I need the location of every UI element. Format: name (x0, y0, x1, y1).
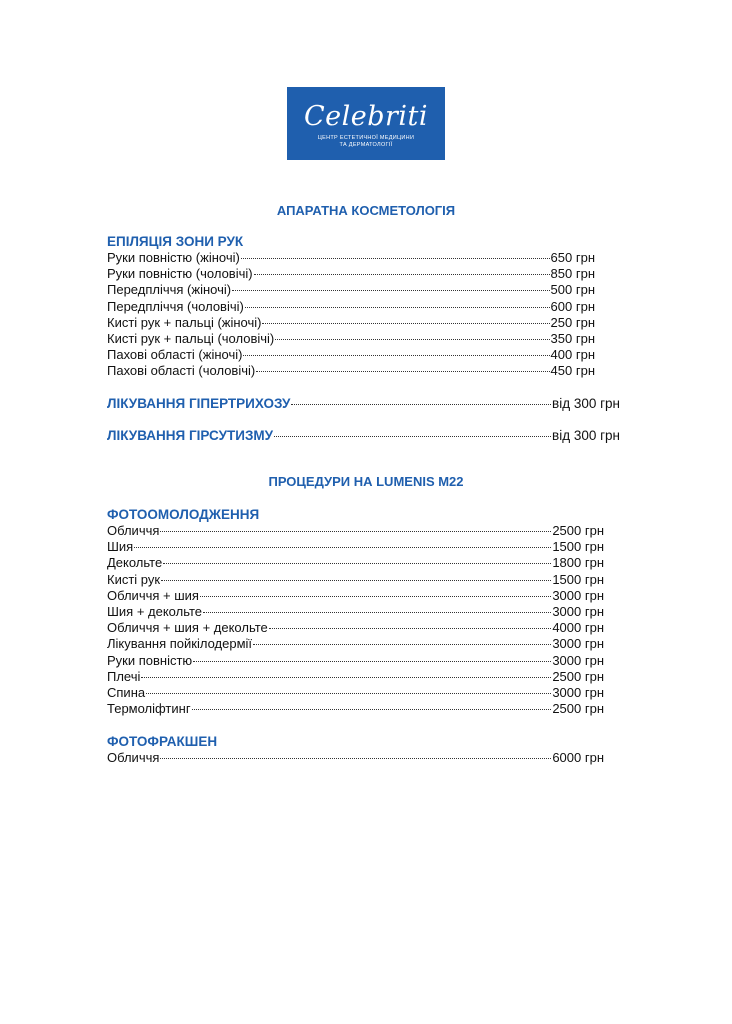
dot-leader (134, 547, 551, 548)
price-row (107, 331, 595, 347)
service-price: 2500 грн (552, 668, 604, 684)
service-price: 2500 грн (552, 701, 604, 717)
dot-leader (245, 307, 550, 308)
service-name: Кисті рук (107, 571, 161, 587)
section-title-hardware-cosmetology: АПАРАТНА КОСМЕТОЛОГІЯ (276, 203, 456, 218)
price-row (107, 299, 595, 315)
service-name: ЛІКУВАННЯ ГІПЕРТРИХОЗУ (107, 396, 291, 411)
dot-leader (269, 628, 552, 629)
price-row-hirsutism (107, 428, 620, 444)
logo-subtitle-line1: ЦЕНТР ЕСТЕТИЧНОЇ МЕДИЦИНИ (317, 135, 415, 141)
service-name: Обличчя + шия + декольте (107, 620, 268, 636)
dot-leader (200, 596, 551, 597)
service-price: 650 грн (550, 250, 595, 265)
service-name: Передпліччя (жіночі) (107, 282, 232, 298)
price-row (107, 636, 604, 652)
price-row (107, 523, 604, 539)
service-name: Обличчя (107, 523, 160, 538)
price-row (107, 669, 604, 685)
group-title-photofractional: ФОТОФРАКШЕН (107, 734, 218, 749)
dot-leader (161, 580, 551, 581)
service-price: 3000 грн (552, 652, 604, 668)
service-price: від 300 грн (552, 396, 620, 411)
dot-leader (254, 274, 550, 275)
dot-leader (275, 339, 549, 340)
service-price: 3000 грн (552, 603, 604, 619)
dot-leader (243, 355, 549, 356)
price-row (107, 653, 604, 669)
service-name: Обличчя (107, 750, 160, 765)
dot-leader (203, 612, 551, 613)
service-name: Руки повністю (чоловічі) (107, 266, 253, 282)
service-name: Шия + декольте (107, 603, 203, 619)
logo-subtitle-line2: ТА ДЕРМАТОЛОГІЇ (339, 142, 393, 148)
service-price: 3000 грн (552, 684, 604, 700)
price-row (107, 588, 604, 604)
service-name: Передпліччя (чоловічі) (107, 298, 244, 314)
logo-wordmark: Celebriti (303, 101, 429, 132)
price-list-arm-epilation (107, 250, 595, 380)
dot-leader (160, 758, 551, 759)
price-row (107, 620, 604, 636)
service-name: Термоліфтинг (107, 701, 191, 717)
dot-leader (274, 436, 551, 437)
dot-leader (291, 404, 551, 405)
price-list-hypertrichosis (107, 396, 620, 412)
dot-leader (160, 531, 551, 532)
price-list-hirsutism (107, 428, 620, 444)
dot-leader (146, 693, 551, 694)
price-row-hypertrichosis (107, 396, 620, 412)
price-row (107, 315, 595, 331)
dot-leader (253, 644, 551, 645)
service-price: 400 грн (550, 347, 595, 363)
service-price: 350 грн (550, 330, 595, 346)
service-name: Кисті рук + пальці (жіночі) (107, 314, 262, 330)
service-price: 250 грн (550, 314, 595, 330)
service-name: Обличчя + шия (107, 587, 199, 603)
service-price: 850 грн (550, 266, 595, 282)
dot-leader (193, 661, 551, 662)
price-row (107, 347, 595, 363)
dot-leader (232, 290, 549, 291)
price-row (107, 604, 604, 620)
service-name: Пахові області (чоловічі) (107, 363, 256, 379)
price-row (107, 266, 595, 282)
price-row (107, 539, 604, 555)
service-price: 450 грн (550, 363, 595, 379)
service-name: Пахові області (жіночі) (107, 347, 243, 363)
service-name: Лікування пойкілодермії (107, 636, 253, 652)
service-price: 500 грн (550, 282, 595, 298)
price-list-photofractional (107, 750, 604, 766)
service-price: 1800 грн (552, 555, 604, 571)
price-row (107, 250, 595, 266)
service-name: Декольте (107, 555, 163, 571)
service-name: Руки повністю (жіночі) (107, 250, 240, 265)
dot-leader (163, 563, 551, 564)
price-row (107, 363, 595, 379)
service-price: 4000 грн (552, 620, 604, 636)
service-price: 3000 грн (552, 636, 604, 652)
service-price: 2500 грн (552, 523, 604, 538)
dot-leader (192, 709, 552, 710)
service-name: Плечі (107, 668, 141, 684)
price-row (107, 555, 604, 571)
section-title-lumenis: ПРОЦЕДУРИ НА LUMENIS M22 (268, 474, 464, 489)
price-row (107, 685, 604, 701)
price-row (107, 701, 604, 717)
service-name: ЛІКУВАННЯ ГІРСУТИЗМУ (107, 428, 274, 443)
dot-leader (256, 371, 549, 372)
service-name: Шия (107, 539, 134, 555)
price-row (107, 282, 595, 298)
dot-leader (141, 677, 551, 678)
service-name: Кисті рук + пальці (чоловічі) (107, 330, 275, 346)
price-row (107, 750, 604, 766)
service-price: 600 грн (550, 298, 595, 314)
brand-logo (287, 87, 445, 160)
service-name: Спина (107, 684, 146, 700)
group-title-photorejuvenation: ФОТООМОЛОДЖЕННЯ (107, 507, 260, 522)
service-name: Руки повністю (107, 652, 193, 668)
dot-leader (241, 258, 550, 259)
service-price: 6000 грн (552, 750, 604, 765)
price-list-photorejuvenation (107, 523, 604, 717)
service-price: 1500 грн (552, 571, 604, 587)
service-price: 3000 грн (552, 587, 604, 603)
service-price: 1500 грн (552, 539, 604, 555)
service-price: від 300 грн (552, 428, 620, 443)
dot-leader (262, 323, 549, 324)
price-row (107, 572, 604, 588)
group-title-arm-epilation: ЕПІЛЯЦІЯ ЗОНИ РУК (107, 234, 244, 249)
